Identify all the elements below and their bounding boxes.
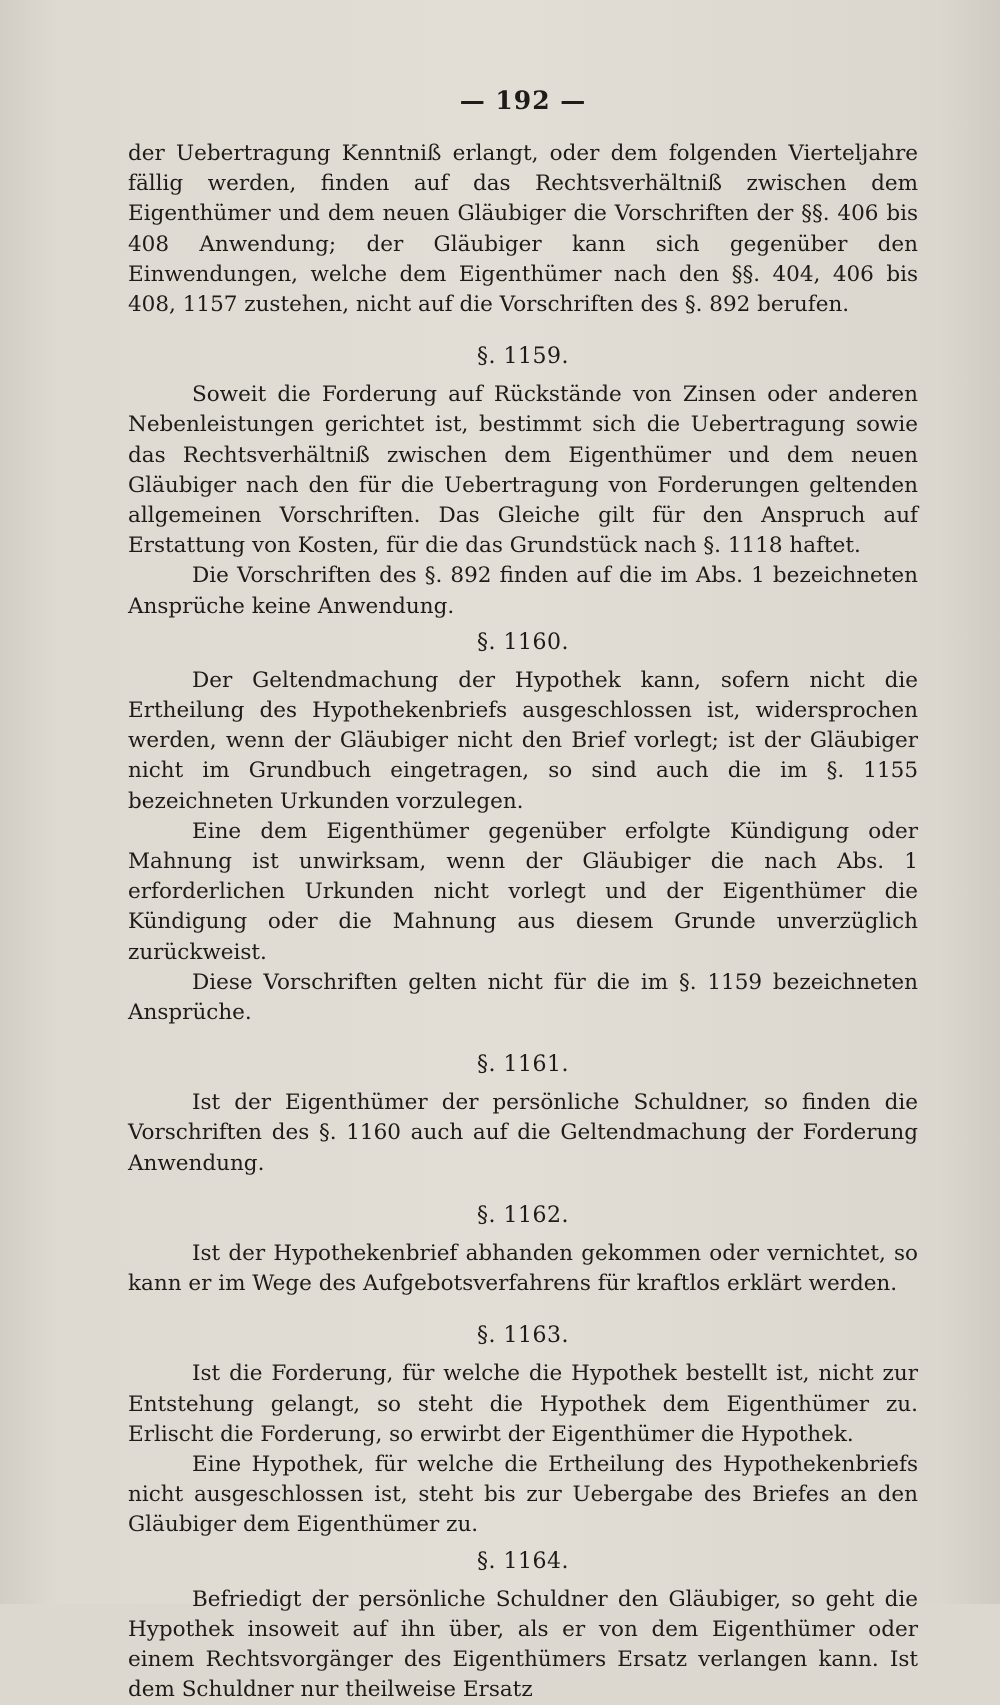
section-1159-paragraph: Die Vorschriften des §. 892 finden auf die im Abs. 1 bezeichneten Ansprüche keine Anwendung. — [128, 563, 918, 619]
section-1159-paragraph: Soweit die Forderung auf Rückstände von Zinsen oder anderen Nebenleistungen gerichtet ist, bestimmt sich die Uebertragung sowie das Rechtsverhältniß zwischen dem Eigenthümer und dem neuen Gläubiger nach den für die Uebertragung von Forderungen geltenden allgemeinen Vorschriften. Das Gleiche gilt für den Anspruch auf Erstattung von Kosten, für die das Grundstück nach §. 1118 haftet. — [128, 382, 918, 559]
intro-paragraph: der Uebertragung Kenntniß erlangt, oder dem folgenden Vierteljahre fällig werden, finden auf das Rechtsverhältniß zwischen dem Eigenthümer und dem neuen Gläubiger die Vorschriften der §§. 406 bis 408 Anwendung; der Gläubiger kann sich gegenüber den Einwendungen, welche dem Eigenthümer nach den §§. 404, 406 bis 408, 1157 zustehen, nicht auf die Vorschriften des §. 892 berufen. — [128, 141, 918, 318]
section-1161-paragraph: Ist der Eigenthümer der persönliche Schuldner, so finden die Vorschriften des §. 1160 auch auf die Geltendmachung der Forderung Anwendung. — [128, 1090, 918, 1176]
section-title-1161: §. 1161. — [477, 1052, 569, 1078]
section-1163-paragraph: Ist die Forderung, für welche die Hypothek bestellt ist, nicht zur Entstehung gelangt, so steht die Hypothek dem Eigenthümer zu. Erlischt die Forderung, so erwirbt der Eigenthümer die Hypothek. — [128, 1361, 918, 1447]
section-title-1163: §. 1163. — [477, 1323, 569, 1349]
section-1162-paragraph: Ist der Hypothekenbrief abhanden gekommen oder vernichtet, so kann er im Wege des Aufgebotsverfahrens für kraftlos erklärt werden. — [128, 1240, 918, 1297]
section-title-1164: §. 1164. — [477, 1548, 569, 1574]
section-1160-paragraph: Diese Vorschriften gelten nicht für die im §. 1159 bezeichneten Ansprüche. — [128, 969, 918, 1026]
page-content — [128, 86, 918, 1705]
section-title-1160: §. 1160. — [477, 629, 569, 655]
section-1160-paragraph: Eine dem Eigenthümer gegenüber erfolgte Kündigung oder Mahnung ist unwirksam, wenn der Gläubiger die nach Abs. 1 erforderlichen Urkunden nicht vorlegt und der Eigenthümer die Kündigung oder die Mahnung aus diesem Grunde unverzüglich zurückweist. — [128, 818, 918, 965]
section-title-1159: §. 1159. — [477, 344, 569, 370]
section-1163-paragraph: Eine Hypothek, für welche die Ertheilung des Hypothekenbriefs nicht ausgeschlossen ist, steht bis zur Uebergabe des Briefes an den Gläubiger dem Eigenthümer zu. — [128, 1451, 918, 1538]
section-1164-paragraph: Befriedigt der persönliche Schuldner den Gläubiger, so geht die Hypothek insoweit auf ihn über, als er von dem Eigenthümer oder einem Rechtsvorgänger des Eigenthümers Ersatz verlangen kann. Ist dem Schuldner nur theilweise Ersatz — [128, 1586, 918, 1703]
section-1160-paragraph: Der Geltendmachung der Hypothek kann, sofern nicht die Ertheilung des Hypothekenbriefs ausgeschlossen ist, widersprochen werden, wenn der Gläubiger nicht den Brief vorlegt; ist der Gläubiger nicht im Grundbuch eingetragen, so sind auch die im §. 1155 bezeichneten Urkunden vorzulegen. — [128, 667, 918, 814]
page-number: — 192 — — [459, 86, 587, 115]
section-title-1162: §. 1162. — [477, 1202, 569, 1228]
